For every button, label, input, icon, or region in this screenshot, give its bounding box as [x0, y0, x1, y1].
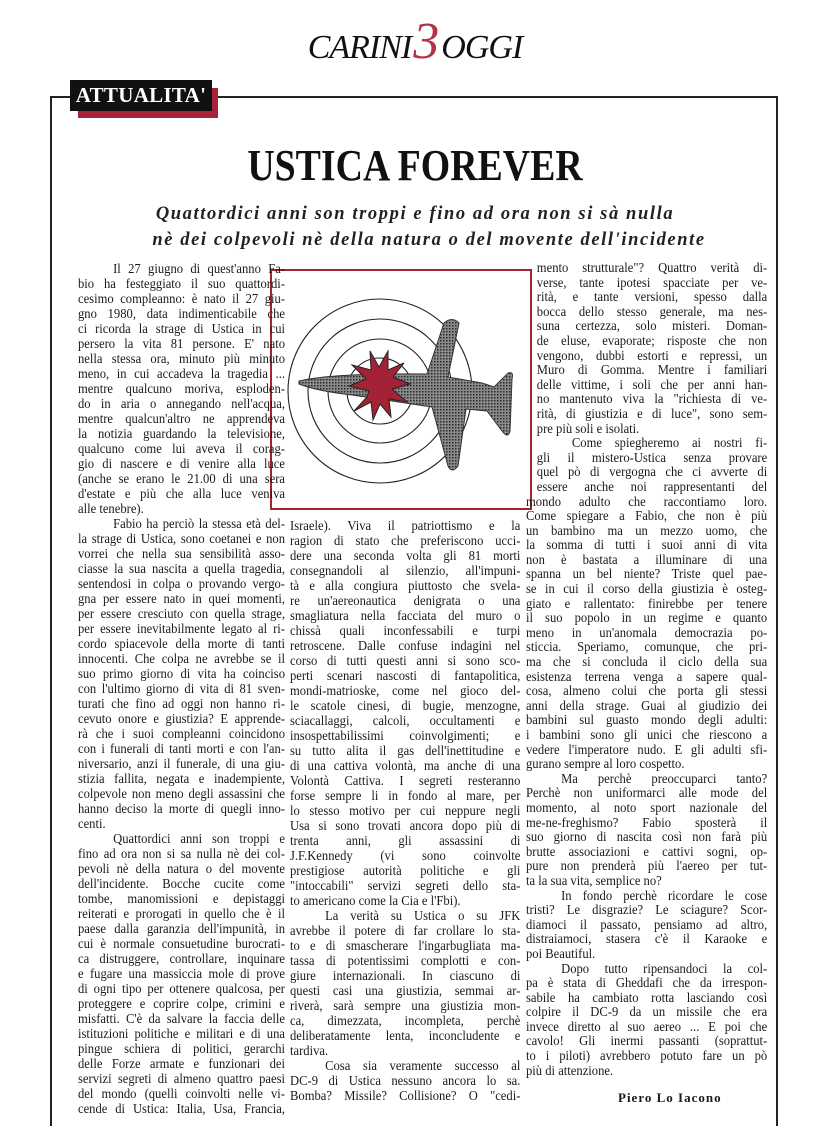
text-line: meno in un'anomala democrazia po- — [526, 625, 768, 641]
text-line: servizi segreti di almeno quattro paesi — [78, 1072, 285, 1087]
text-line: quel pò di vergogna che ci avverte di — [536, 465, 768, 481]
text-line: cavolo! Gli inermi passanti (soprattut- — [526, 1034, 768, 1050]
text-line: me-ne-freghismo? Fabio sposterà il — [526, 815, 768, 831]
text-line: consegnandoli al silenzio, all'impuni- — [290, 564, 521, 579]
text-line: forse sempre li in fondo al mare, per — [290, 789, 521, 804]
text-line: ca distruggere, controllare, inquinare — [78, 952, 285, 967]
text-line: essere anche noi rappresentanti del — [536, 479, 768, 495]
text-line: prestigiose autorità politiche e gli — [290, 864, 521, 879]
text-line: poi Beautiful. — [526, 946, 596, 962]
text-line: "intoccabili" servizi segreti dello sta- — [290, 879, 521, 894]
text-line: ca, dimezzata, incompleta, perchè — [290, 1014, 521, 1029]
text-line: meno, in cui accadeva la tragedia ... — [78, 367, 285, 382]
text-line: suo primo giorno di vita ha coinciso — [78, 667, 285, 682]
text-line: la strage di Ustica, sono coetanei e non — [78, 532, 285, 547]
text-line: pevoli nè della natura o del movente — [78, 862, 285, 877]
text-line: pa è stata di Gheddafi che da irrespon- — [526, 976, 768, 992]
text-line: perti scenari nascosti di fantapolitica, — [290, 669, 521, 684]
text-line: i bambini sono gli unici che riescono a — [526, 728, 768, 743]
text-line: tombe, manomissioni e depistaggi — [78, 892, 285, 907]
text-line: nella stessa ora, minuto più minuto — [78, 352, 285, 367]
text-line: centi. — [78, 817, 106, 832]
text-line: Quattordici anni son troppi e — [113, 832, 285, 847]
text-line: istituzioni politiche e militari e di una — [78, 1027, 285, 1042]
text-line: pingue schiera di politici, gerarchi — [78, 1042, 285, 1057]
text-line: cosa, almeno colui che porta gli stessi — [526, 684, 768, 700]
text-line: do in aria o annegando nell'acqua, — [78, 397, 285, 412]
text-line: giato e rallentato: finirebbe per tenere — [526, 596, 768, 612]
text-line: Usa si sono trovati ancora dopo più di — [290, 819, 521, 834]
text-line: un bambino ma un mezzo uomo, che — [526, 523, 768, 539]
text-line: Perchè non uniformarci alle mode del — [526, 786, 768, 802]
text-line: lo stesso motivo per cui neppure negli — [290, 804, 521, 819]
text-line: la somma di tutti i suoi anni di vita — [526, 538, 768, 554]
text-line: cevuto onore e giustizia? E apprende- — [78, 712, 285, 727]
airplane-shape — [299, 320, 513, 471]
text-line: dere una seconda volta gli 81 morti — [290, 549, 521, 564]
text-line: cende di Ustica: Italia, Usa, Francia, — [78, 1102, 285, 1117]
text-line: reiterati e prorogati in quello che è il — [78, 907, 285, 922]
subtitle-line: nè dei colpevoli nè della natura o del movente dell'incidente — [152, 230, 706, 250]
article-column-1 — [78, 262, 285, 1117]
text-line: La verità su Ustica o su JFK — [325, 909, 521, 924]
text-line: bambini sul guasto mondo degli adulti: — [526, 713, 768, 729]
text-line: innocenti. Che colpa ne avrebbe se il — [78, 652, 285, 667]
masthead-word-carini: CARINI — [307, 29, 412, 66]
text-line: Bomba? Missile? Collisione? O "cedi- — [290, 1089, 521, 1104]
text-line: avrebbe il potere di far crollare lo sta- — [290, 924, 521, 939]
text-line: colpevole non meno degli assassini che — [78, 787, 285, 802]
text-line: bocca dello stesso generale, ma nes- — [536, 304, 768, 320]
text-line: e fugare una massiccia mole di prove — [78, 967, 285, 982]
section-label: ATTUALITA' — [70, 80, 212, 111]
text-line: ragion di stato che preferiscono ucci- — [290, 534, 521, 549]
frame-line — [213, 96, 777, 98]
text-line: con l'ultimo giorno di vita di 81 sven- — [78, 682, 285, 697]
text-line: Come spiegheremo ai nostri fi- — [571, 436, 768, 452]
text-line: smagliatura nella facciata del muro o — [290, 609, 521, 624]
text-line: Cosa sia veramente successo al — [325, 1059, 521, 1074]
text-line: ciasse la sua nascita a quella tragedia, — [78, 562, 285, 577]
text-line: invece diretto al suo aereo ... E poi che — [526, 1019, 768, 1035]
text-line: sentendosi in colpa o provando vergo- — [78, 577, 285, 592]
text-line: paese dalla garanzia dell'impunità, in — [78, 922, 285, 937]
text-line: Come spiegare a Fabio, che non è più — [526, 509, 768, 525]
text-line: mentre qualcuno moriva, esploden- — [78, 382, 285, 397]
text-line: momento, al noto sport nazionale del — [526, 800, 768, 816]
text-line: anni della strage. Guai al giudizio dei — [526, 698, 768, 714]
text-line: diamoci il passato, pensiamo ad altro, — [526, 917, 768, 933]
text-line: ta la sua vita, semplice no? — [526, 873, 662, 889]
text-line: per essere cresciuto con quella strage, — [78, 607, 285, 622]
text-line: Israele). Viva il patriottismo e la — [290, 519, 521, 534]
text-line: (anche se erano le 21.00 di una sera — [78, 472, 285, 487]
text-line: se in cui il corso della giustizia è osteg- — [526, 582, 768, 598]
article-column-3 — [526, 262, 767, 1079]
text-line: mentre qualcun'altro ne apprendeva — [78, 412, 285, 427]
text-line: rità, e tante versioni, spesso dalla — [536, 290, 768, 306]
text-line: d'estate e più che alla luce veniva — [78, 487, 285, 502]
text-line: sabile ha cambiato rotta lasciando così — [526, 990, 768, 1006]
text-line: Il 27 giugno di quest'anno Fa- — [113, 262, 285, 277]
text-line: Ma perchè preoccuparci tanto? — [561, 771, 768, 787]
text-line: pure non prenderà più l'aereo per tut- — [526, 859, 768, 875]
text-line: Volontà Cattiva. I segreti resteranno — [290, 774, 521, 789]
frame-line — [50, 96, 72, 98]
explosion-icon — [349, 351, 410, 420]
text-line: riverà, sarà sempre una giustizia mon- — [290, 999, 521, 1014]
text-line: qualcuno come lui aveva il corag- — [78, 442, 285, 457]
text-line: tardiva. — [290, 1044, 329, 1059]
text-line: colpire il DC-9 da un missile che era — [526, 1005, 768, 1021]
text-line: sticcia. Speriamo, comunque, che pri- — [526, 640, 768, 656]
text-line: distraiamoci, stasera c'è il Karaoke e — [526, 932, 768, 948]
text-line: tristi? Le disgrazie? Le sciagure? Scor- — [526, 903, 768, 919]
text-line: insospettabilissimi coinvolgimenti; e — [290, 729, 521, 744]
text-line: proteggere e coprire colpe, crimini e — [78, 997, 285, 1012]
text-line: Muro di Gomma. Mentre i familiari — [536, 363, 768, 379]
text-line: deliberatamente lenta, inconcludente e — [290, 1029, 521, 1044]
text-line: retroscene. Dalle confuse indagini nel — [290, 639, 521, 654]
text-line: suna certezza, solo misteri. Doman- — [536, 319, 768, 335]
text-line: su tutto alita il gas dell'inettitudine e — [290, 744, 521, 759]
text-line: corso di tutti questi anni si sono sco- — [290, 654, 521, 669]
text-line: giure internazionali. In ciascuno di — [290, 969, 521, 984]
text-line: la notizia guardando la televisione, — [78, 427, 285, 442]
text-line: questi casi una giustizia, semmai ar- — [290, 984, 521, 999]
text-line: rità, di giustizia e di luce", sono sem- — [536, 406, 768, 422]
text-line: del mondo (quelli coinvolti nelle vi- — [78, 1087, 285, 1102]
text-line: Fabio ha perciò la stessa età del- — [113, 517, 285, 532]
text-line: niversario, anzi il funerale, di una giu- — [78, 757, 285, 772]
text-line: ma che si concluda il ciclo della sua — [526, 655, 768, 671]
plane-target-explosion-icon — [270, 269, 532, 510]
text-line: to americano come la Cia e l'Fbi). — [290, 894, 461, 909]
text-line: cesimo compleanno: è nato il 27 giu- — [78, 292, 285, 307]
text-line: brutte associazioni e cattivi sogni, op- — [526, 844, 768, 860]
text-line: mondi-matrioske, come nel gioco del- — [290, 684, 521, 699]
text-line: non è bastata a illuminare di una — [526, 552, 768, 568]
text-line: J.F.Kennedy (vi sono coinvolte — [290, 849, 521, 864]
text-line: bio ha festeggiato il suo quattordi- — [78, 277, 285, 292]
text-line: fino ad ora non si sa nulla nè dei col- — [78, 847, 285, 862]
text-line: dell'incidente. Bocche cucite come — [78, 877, 285, 892]
text-line: DC-9 di Ustica nessuno ancora lo sa. — [290, 1074, 521, 1089]
text-line: spanna un bel niente? Triste quel pae- — [526, 567, 768, 583]
text-line: il suo popolo in un regime e quanto — [526, 611, 768, 627]
text-line: to e di smascherare l'ingarbugliata ma- — [290, 939, 521, 954]
subtitle-line: Quattordici anni son troppi e fino ad ora non si sà nulla — [155, 204, 675, 224]
text-line: de eluse, evaporate; risposte che non — [536, 333, 768, 349]
article-column-2 — [290, 519, 520, 1104]
text-line: gna per essere nato in quei momenti, — [78, 592, 285, 607]
text-line: con i funerali di tanti morti e con l'an- — [78, 742, 285, 757]
text-line: cordo spiacevole della morte di tanti — [78, 637, 285, 652]
text-line: per essere inevitabilmente legato al ri- — [78, 622, 285, 637]
text-line: vengono, dubbi estorti e repressi, un — [536, 348, 768, 364]
text-line: delle Forze armate e funzionari dei — [78, 1057, 285, 1072]
author-signature: Piero Lo Iacono — [618, 1090, 722, 1105]
text-line: persero la vita 81 persone. E' nato — [78, 337, 285, 352]
text-line: stizia fallita, negata e inadempiente, — [78, 772, 285, 787]
text-line: mento strutturale"? Quattro verità di- — [536, 261, 768, 276]
masthead-number: 3 — [413, 13, 440, 70]
text-line: gli il mistero-Ustica senza provare — [536, 450, 768, 466]
text-line: gurano sempre al loro cospetto. — [526, 757, 685, 773]
text-line: ci ricorda la strage di Ustica in cui — [78, 322, 285, 337]
text-line: tà e alla congiura piuttosto che svela- — [290, 579, 521, 594]
text-line: suo giorno di nascita così non farà più — [526, 830, 768, 846]
text-line: gno 1980, data indimenticabile che — [78, 307, 285, 322]
text-line: chissà quali inconfessabili e turpi — [290, 624, 521, 639]
masthead-word-oggi: OGGI — [441, 29, 523, 66]
text-line: rà che i suoi compleanni coincidono — [78, 727, 285, 742]
text-line: verse, tante ipotesi spacciate per ve- — [536, 275, 768, 291]
text-line: vorrei che nella sua sensibilità asso- — [78, 547, 285, 562]
headline: USTICA FOREVER — [247, 141, 583, 190]
text-line: esistenza terrena venga a sapere qual- — [526, 669, 768, 685]
text-line: sciacallaggi, calcoli, occultamenti e — [290, 714, 521, 729]
text-line: mondo adulto che raccontiamo loro. — [526, 494, 768, 510]
text-line: tassa di potentissimi complotti e con- — [290, 954, 521, 969]
text-line: di ogni tipo per ottenere qualcosa, per — [78, 982, 285, 997]
text-line: pre più soli e isolati. — [536, 421, 640, 437]
text-line: cui è normale consuetudine burocrati- — [78, 937, 285, 952]
text-line: trenta anni, gli assassini di — [290, 834, 521, 849]
text-line: alle tenebre). — [78, 502, 144, 517]
text-line: delle vittime, i soli che per anni han- — [536, 377, 768, 393]
text-line: turati che fino ad oggi non hanno ri- — [78, 697, 285, 712]
text-line: misfatti. C'è da salvare la faccia delle — [78, 1012, 285, 1027]
text-line: In fondo perchè ricordare le cose — [561, 888, 768, 904]
masthead-logo — [0, 14, 830, 70]
text-line: vedere l'imperatore nudo. E gli adulti sfi- — [526, 742, 768, 758]
text-line: le scatole cinesi, di bugie, menzogne, — [290, 699, 521, 714]
text-line: to i piloti) avrebbero potuto fare un pò — [526, 1049, 768, 1065]
text-line: re un'aereonautica denigrata o una — [290, 594, 521, 609]
text-line: di una cattiva volontà, ma anche di una — [290, 759, 521, 774]
text-line: più di attenzione. — [526, 1063, 614, 1079]
text-line: gio di nascere e di venire alla luce — [78, 457, 285, 472]
text-line: hanno deciso la morte di quegli inno- — [78, 802, 285, 817]
text-line: no mantenuto viva la "richiesta di ve- — [536, 392, 768, 408]
text-line: Dopo tutto ripensandoci la col- — [561, 961, 768, 977]
